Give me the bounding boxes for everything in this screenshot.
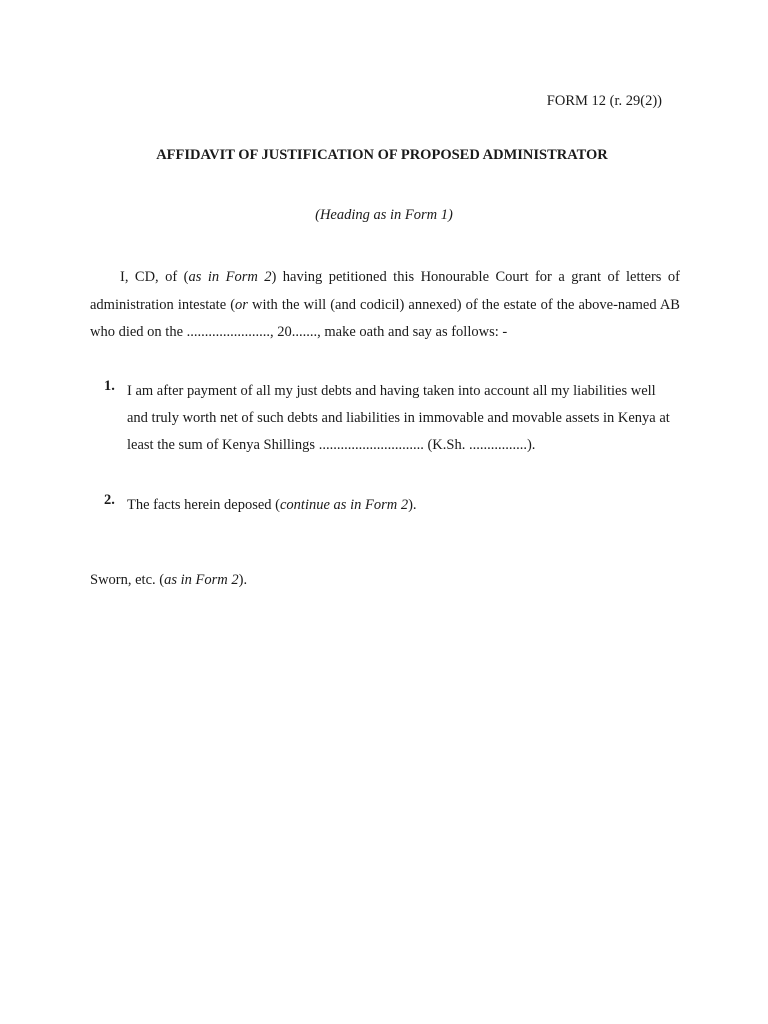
sworn-text-before: Sworn, etc. ( (90, 572, 165, 588)
document-title: AFFIDAVIT OF JUSTIFICATION OF PROPOSED ADMINISTRATOR (156, 147, 608, 163)
intro-text-2: ) having petitioned this Honourable Court for a grant of letters of administration intestate ( (90, 269, 680, 313)
intro-italic-2: or (235, 296, 248, 313)
list-item-number: 1. (104, 378, 115, 394)
intro-italic-1: as in Form 2 (188, 269, 272, 285)
intro-paragraph (90, 264, 680, 347)
item-2-text-italic: continue as in Form 2 (280, 497, 409, 513)
list-item-text: I am after payment of all my just debts and having taken into account all my liabilities well and truly worth net of such debts and liabilities in immovable and movable assets in Kenya at least the sum of Kenya Shillings ............................. (K.Sh. ................). (127, 383, 670, 453)
item-2-text-before: The facts herein deposed ( (127, 497, 280, 513)
list-item (90, 492, 680, 519)
sworn-text-italic: as in Form 2 (164, 572, 239, 588)
form-reference: FORM 12 (r. 29(2)) (546, 93, 662, 109)
sworn-text-after: ). (238, 572, 248, 588)
list-item-text (127, 492, 680, 519)
item-2-text-after: ). (408, 497, 417, 513)
heading-note: (Heading as in Form 1) (315, 207, 453, 223)
list-item-number: 2. (104, 492, 115, 508)
list-item (90, 378, 680, 459)
intro-text-3: with the will (and codicil) annexed) of the estate of the above-named AB who died on the ......................., 20......., make oath and say as follows: - (90, 296, 680, 340)
sworn-line (90, 572, 247, 589)
intro-text-1: I, CD, of ( (120, 269, 189, 285)
